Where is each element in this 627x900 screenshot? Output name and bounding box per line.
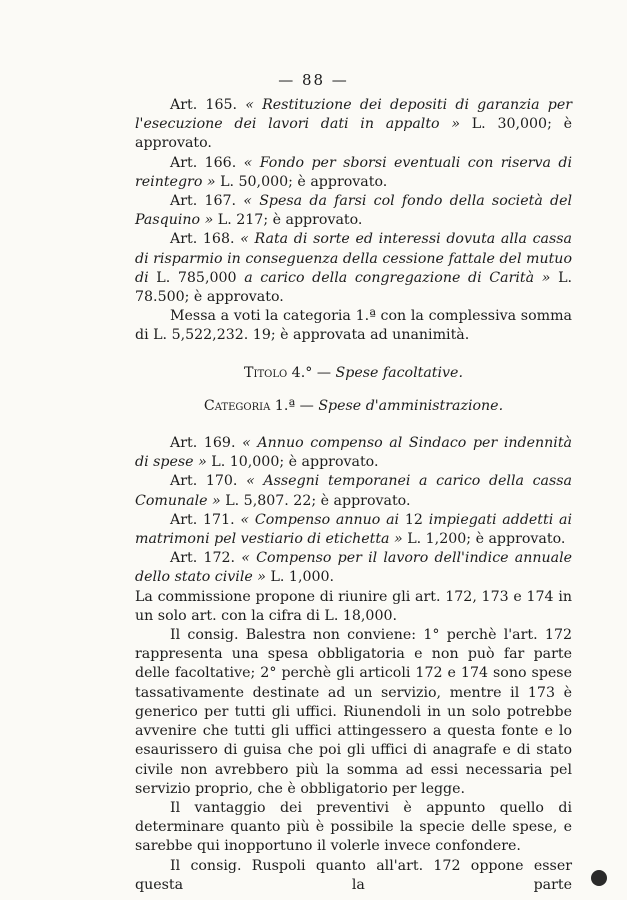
article-number: Art. 169. xyxy=(170,435,236,452)
article-170 xyxy=(135,472,572,510)
article-description: « Annuo compenso al Sindaco per indennità di spese » xyxy=(135,435,572,471)
category-dash: — xyxy=(299,397,314,414)
article-number: Art. 168. xyxy=(170,231,235,248)
category-vote-paragraph: Messa a voti la categoria 1.ª con la complessiva somma di L. 5,522,232. 19; è approvata ad unanimità. xyxy=(135,308,572,344)
commission-paragraph: La commissione propone di riunire gli art. 172, 173 e 174 in un solo art. con la cifra di L. 18,000. xyxy=(135,588,572,624)
article-amount: L. 1,000. xyxy=(270,569,335,586)
article-loan-amount: L. 785,000 xyxy=(156,269,237,286)
article-172 xyxy=(135,549,572,587)
article-171 xyxy=(135,511,572,549)
article-number: Art. 165. xyxy=(170,97,238,113)
article-168 xyxy=(135,230,572,307)
article-number: Art. 167. xyxy=(170,193,237,210)
advantage-paragraph: Il vantaggio dei preventivi è appunto quello di determinare quanto più è possibile la specie delle spese, e sarebbe qui inopportuno il volerle invece confondere. xyxy=(135,799,572,855)
balestra-paragraph: Il consig. Balestra non conviene: 1° perchè l'art. 172 rappresenta una spesa obbligatoria e non può far parte delle facoltative; 2° perchè gli articoli 172 e 174 sono spese tassativamente destinate ad un servizio, mentre il 173 è generico per tutti gli uffici. Riunendoli in un solo potrebbe avvenire che tutti gli uffici attingessero a questa fonte e lo esaurissero di guisa che poi gli uffici di anagrafe e di stato civile non avrebbero più la somma ad essi necessaria pel servizio proprio, che è obbligatorio per legge. xyxy=(135,627,572,797)
page-body xyxy=(135,96,572,895)
article-number: Art. 171. xyxy=(170,511,235,528)
ink-dot-mark xyxy=(591,870,607,886)
article-amount: L. 217; è approvato. xyxy=(217,212,363,229)
article-amount: L. 50,000; è approvato. xyxy=(220,173,388,190)
article-description: « Restituzione dei depositi di garanzia per l'esecuzione dei lavori dati in appalto » xyxy=(135,97,573,133)
article-description: « Compenso annuo ai xyxy=(240,511,400,528)
ruspoli-paragraph: Il consig. Ruspoli quanto all'art. 172 oppone esser questa la parte xyxy=(135,857,572,893)
article-description-end: impiegati addetti ai matrimoni pel vestiario di etichetta » xyxy=(135,511,573,548)
article-amount: L. 10,000; è approvato. xyxy=(211,454,379,471)
article-amount: L. 30,000; è approvato. xyxy=(135,116,572,152)
article-number: Art. 166. xyxy=(170,154,237,171)
article-amount: L. 5,807. 22; è approvato. xyxy=(225,492,411,509)
article-description: « Spesa da farsi col fondo della società del Pasquino » xyxy=(135,193,573,229)
article-amount: L. 1,200; è approvato. xyxy=(407,531,566,548)
article-169 xyxy=(135,434,572,472)
article-description-end: a carico della congregazione di Carità » xyxy=(244,269,551,286)
title-name: Spese facoltative. xyxy=(335,364,463,381)
category-label: Categoria 1.ª xyxy=(203,397,296,414)
article-description: « Rata di sorte ed interessi dovuta alla cassa di risparmio in conseguenza della cessione fattale del mutuo di xyxy=(135,231,572,286)
title-label: Titolo 4.° xyxy=(244,364,313,381)
category-name: Spese d'amministrazione. xyxy=(318,397,504,414)
category-title xyxy=(135,397,572,416)
title-dash: — xyxy=(316,364,331,381)
page-number: — 88 — xyxy=(278,71,349,89)
article-167 xyxy=(135,192,572,230)
article-amount: L. 78.500; è approvato. xyxy=(135,269,572,306)
article-description: « Fondo per sborsi eventuali con riserva di reintegro » xyxy=(135,154,573,190)
article-number: Art. 172. xyxy=(170,550,236,567)
section-title xyxy=(135,364,572,383)
article-count: 12 xyxy=(404,511,423,528)
article-description: « Assegni temporanei a carico della cassa Comunale » xyxy=(135,473,573,509)
article-166 xyxy=(135,154,572,192)
article-165 xyxy=(135,96,572,154)
article-number: Art. 170. xyxy=(170,473,238,490)
article-description: « Compenso per il lavoro dell'indice annuale dello stato civile » xyxy=(135,550,573,586)
